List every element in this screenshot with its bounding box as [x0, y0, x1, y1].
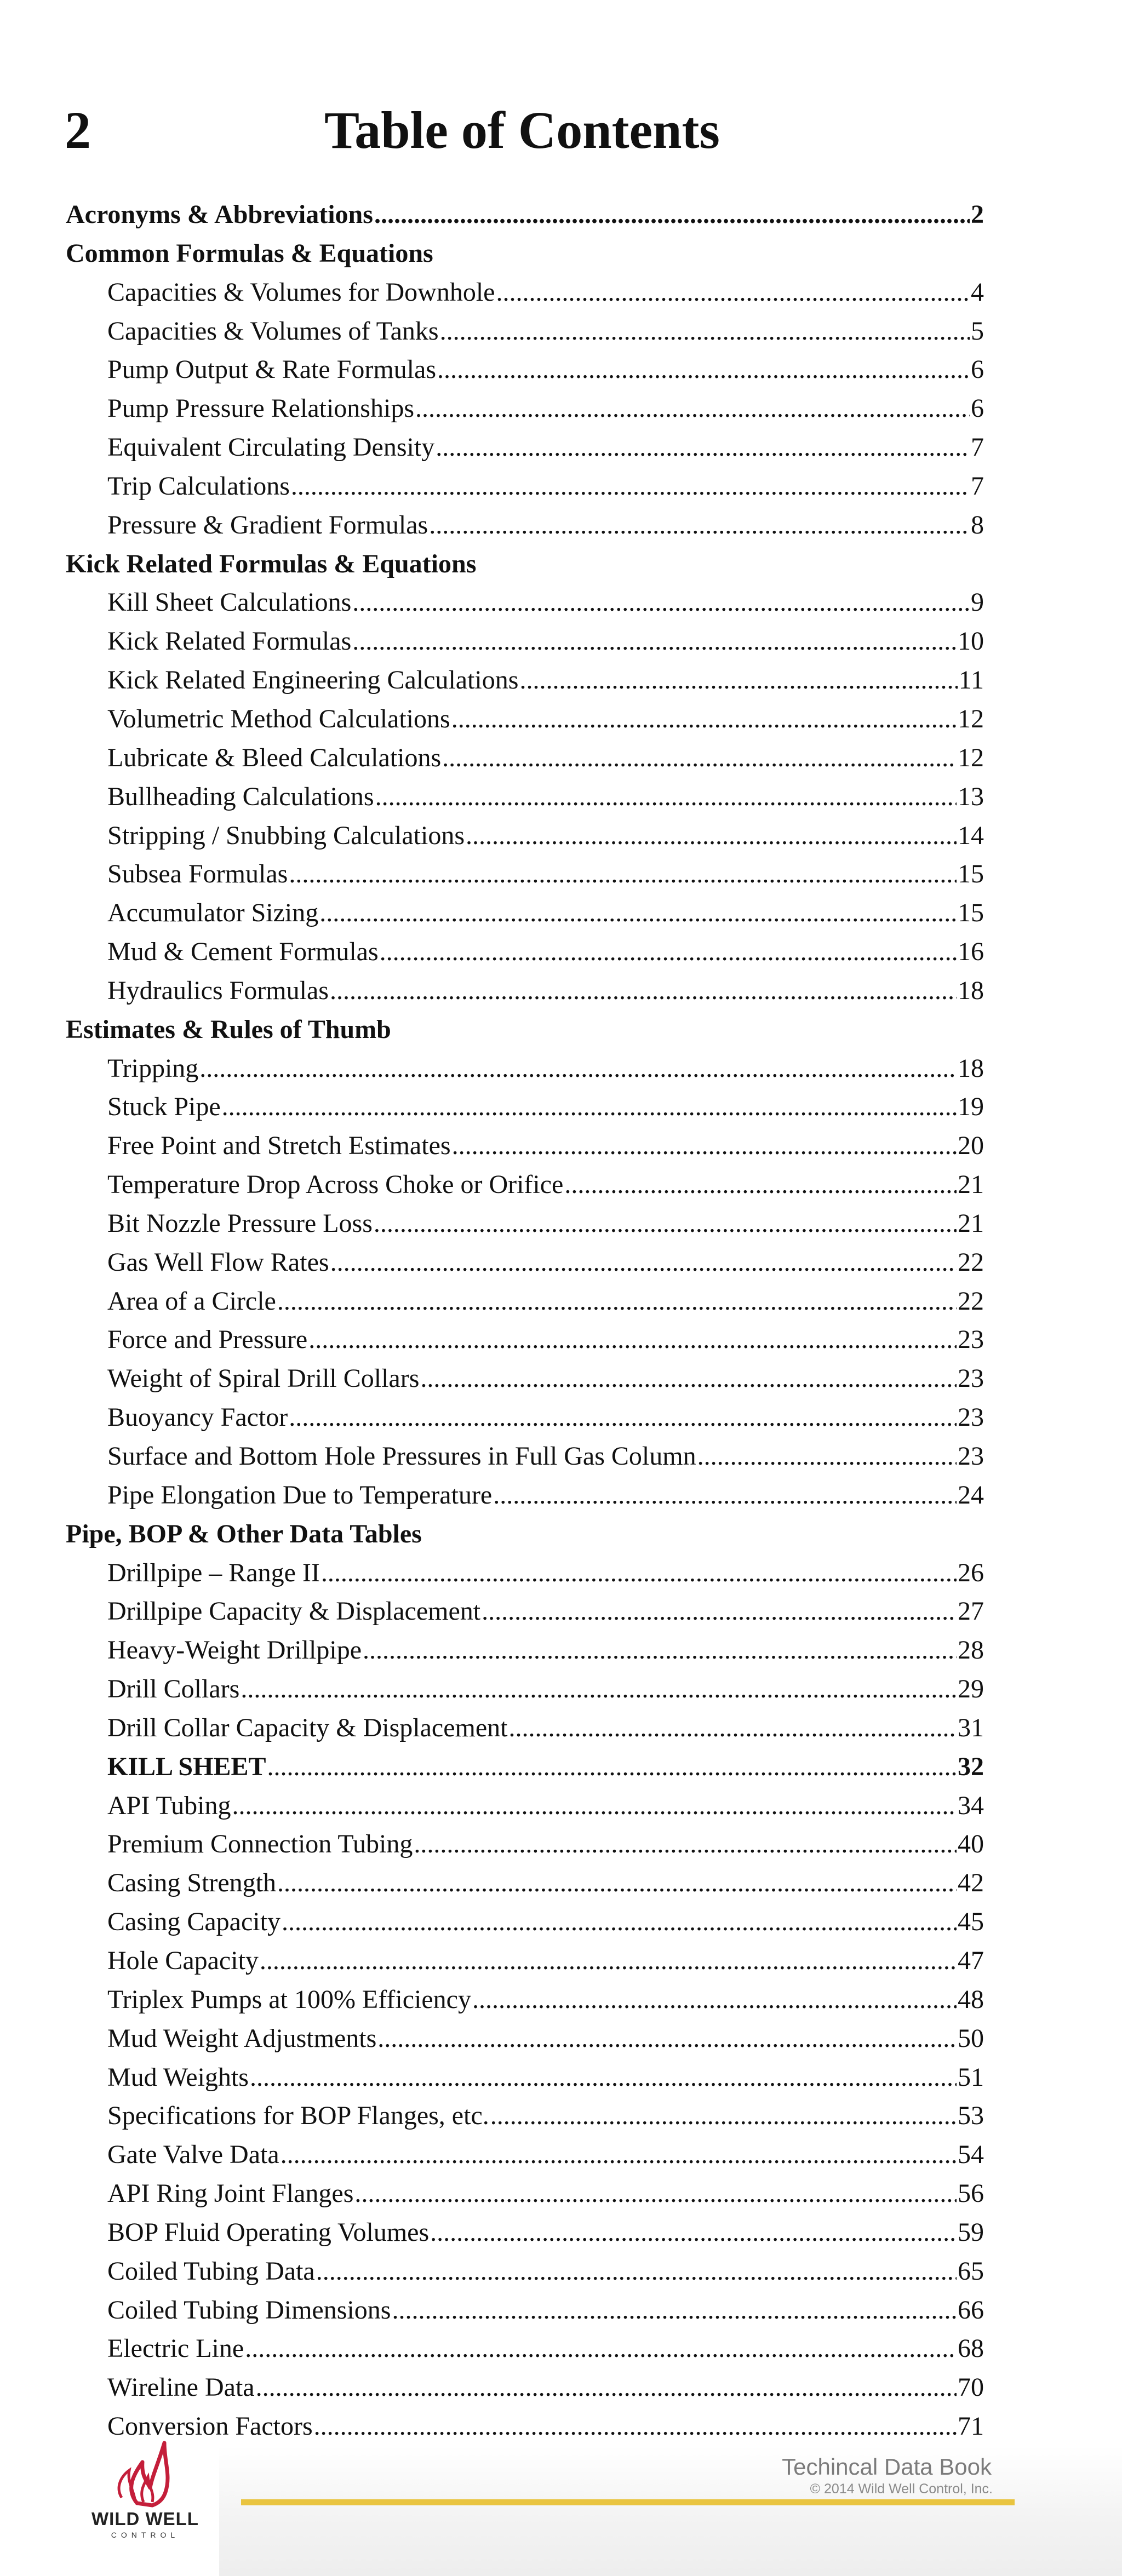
toc-page-number: 66	[958, 2295, 984, 2325]
toc-entry	[66, 894, 984, 933]
toc-entry	[66, 2291, 984, 2330]
toc-entry	[66, 1787, 984, 1826]
toc-entry	[66, 351, 984, 389]
page-footer	[0, 2426, 1122, 2576]
toc-entry-title: Estimates & Rules of Thumb	[66, 1014, 391, 1044]
dot-leader	[352, 583, 970, 622]
page-title: Table of Contents	[324, 101, 720, 159]
toc-entry	[66, 2175, 984, 2213]
toc-page-number: 51	[958, 2062, 984, 2092]
dot-leader	[496, 273, 970, 312]
toc-entry-title: Drill Collars	[107, 1674, 240, 1704]
dot-leader	[437, 351, 970, 389]
toc-entry	[66, 1631, 984, 1670]
toc-entry	[66, 428, 984, 467]
toc-entry-title: Accumulator Sizing	[107, 898, 319, 928]
toc-entry-title: Premium Connection Tubing	[107, 1829, 413, 1859]
dot-leader	[466, 817, 957, 856]
toc-entry-title: Heavy-Weight Drillpipe	[107, 1636, 362, 1665]
toc-entry	[66, 1321, 984, 1359]
dot-leader	[199, 1049, 957, 1088]
toc-page-number: 22	[958, 1247, 984, 1277]
toc-page-number: 6	[971, 394, 984, 423]
toc-entry	[66, 2213, 984, 2252]
toc-entry	[66, 583, 984, 622]
toc-entry	[66, 1903, 984, 1942]
toc-entry	[66, 506, 984, 545]
toc-entry-title: Electric Line	[107, 2334, 244, 2363]
toc-page-number: 68	[958, 2334, 984, 2363]
toc-entry	[66, 972, 984, 1011]
toc-section-heading	[66, 545, 984, 584]
toc-page-number: 54	[958, 2140, 984, 2170]
toc-entry-title: Coiled Tubing Dimensions	[107, 2295, 391, 2325]
dot-leader	[377, 2020, 957, 2058]
dot-leader	[330, 1243, 957, 1282]
toc-entry	[66, 933, 984, 972]
toc-entry-title: Buoyancy Factor	[107, 1403, 288, 1432]
toc-page-number: 12	[958, 743, 984, 772]
toc-entry-title: Subsea Formulas	[107, 859, 288, 889]
copyright-notice: © 2014 Wild Well Control, Inc.	[810, 2481, 993, 2497]
dot-leader	[472, 1981, 957, 2020]
dot-leader	[260, 1942, 957, 1981]
toc-entry-title: Hydraulics Formulas	[107, 976, 329, 1005]
toc-entry	[66, 467, 984, 506]
flame-logo-icon	[82, 2437, 208, 2509]
dot-leader	[277, 1282, 957, 1321]
toc-entry	[66, 1398, 984, 1437]
page-number: 2	[65, 101, 91, 159]
dot-leader	[564, 1166, 957, 1204]
toc-entry	[66, 1282, 984, 1321]
toc-entry-title: API Ring Joint Flanges	[107, 2179, 354, 2208]
toc-page-number: 23	[958, 1364, 984, 1393]
toc-entry-title: Kick Related Engineering Calculations	[107, 665, 519, 695]
toc-entry	[66, 1166, 984, 1204]
toc-entry-title: API Tubing	[107, 1791, 231, 1820]
toc-entry-title: Pipe Elongation Due to Temperature	[107, 1480, 493, 1510]
toc-entry	[66, 2252, 984, 2291]
dot-leader	[375, 778, 957, 817]
toc-entry	[66, 389, 984, 428]
toc-entry-title: Wireline Data	[107, 2373, 255, 2402]
toc-page-number: 12	[958, 704, 984, 733]
toc-page-number: 32	[958, 1752, 984, 1781]
toc-entry-title: Acronyms & Abbreviations	[66, 200, 373, 229]
toc-entry-title: Equivalent Circulating Density	[107, 433, 435, 462]
toc-page-number: 15	[958, 898, 984, 928]
dot-leader	[222, 1088, 957, 1127]
dot-leader	[308, 1321, 957, 1359]
toc-entry-title: Capacities & Volumes of Tanks	[107, 316, 439, 346]
dot-leader	[277, 1864, 957, 1903]
toc-entry-title: Gate Valve Data	[107, 2140, 279, 2170]
toc-entry	[66, 855, 984, 894]
dot-leader	[429, 506, 970, 545]
toc-page-number: 50	[958, 2023, 984, 2053]
toc-entry	[66, 1670, 984, 1709]
toc-page-number: 71	[958, 2412, 984, 2441]
dot-leader	[392, 2291, 957, 2330]
toc-entry-title: Pipe, BOP & Other Data Tables	[66, 1519, 422, 1548]
dot-leader	[330, 972, 957, 1011]
toc-entry	[66, 1049, 984, 1088]
toc-entry-title: Hole Capacity	[107, 1946, 259, 1975]
toc-entry	[66, 1204, 984, 1243]
toc-entry-title: Pressure & Gradient Formulas	[107, 510, 428, 540]
toc-page-number: 47	[958, 1946, 984, 1975]
toc-entry-title: Drill Collar Capacity & Displacement	[107, 1713, 508, 1742]
dot-leader	[241, 1670, 957, 1709]
logo-subtext: CONTROL	[111, 2531, 180, 2539]
toc-section-heading	[66, 1011, 984, 1049]
dot-leader	[319, 894, 957, 933]
toc-page-number: 6	[971, 355, 984, 385]
toc-entry	[66, 1437, 984, 1476]
toc-page-number: 9	[971, 588, 984, 617]
dot-leader	[451, 700, 957, 739]
toc-page-number: 56	[958, 2179, 984, 2208]
dot-leader	[436, 428, 970, 467]
toc-page-number: 10	[958, 627, 984, 656]
toc-entry-title: Triplex Pumps at 100% Efficiency	[107, 1984, 471, 2014]
toc-entry-title: Capacities & Volumes for Downhole	[107, 277, 495, 307]
toc-entry	[66, 1554, 984, 1593]
wild-well-control-logo	[82, 2437, 219, 2558]
dot-leader	[316, 2252, 957, 2291]
toc-entry-title: Free Point and Stretch Estimates	[107, 1131, 451, 1161]
toc-page-number: 2	[971, 200, 984, 229]
book-title: Techincal Data Book	[782, 2454, 992, 2480]
logo-text: WILD WELL	[91, 2509, 199, 2529]
toc-entry-title: Weight of Spiral Drill Collars	[107, 1364, 420, 1393]
toc-entry-title: Common Formulas & Equations	[66, 238, 433, 268]
toc-page-number: 23	[958, 1325, 984, 1355]
toc-entry-title: Stuck Pipe	[107, 1092, 221, 1122]
toc-entry	[66, 1981, 984, 2020]
toc-page-number: 18	[958, 976, 984, 1005]
dot-leader	[289, 1398, 957, 1437]
dot-leader	[490, 2097, 957, 2136]
toc-entry	[66, 273, 984, 312]
dot-leader	[442, 739, 957, 778]
dot-leader	[354, 2175, 957, 2213]
toc-page-number: 70	[958, 2373, 984, 2402]
toc-entry	[66, 1864, 984, 1903]
dot-leader	[519, 661, 957, 700]
toc-page-number: 21	[958, 1208, 984, 1238]
toc-page-number: 27	[958, 1597, 984, 1626]
toc-entry-title: Area of a Circle	[107, 1286, 276, 1316]
toc-entry-title: Lubricate & Bleed Calculations	[107, 743, 442, 772]
dot-leader	[282, 1903, 957, 1942]
dot-leader	[363, 1631, 957, 1670]
dot-leader	[415, 389, 970, 428]
toc-entry-title: Kick Related Formulas & Equations	[66, 549, 477, 578]
toc-entry-title: Stripping / Snubbing Calculations	[107, 821, 465, 850]
dot-leader	[697, 1437, 957, 1476]
toc-entry-title: Mud & Cement Formulas	[107, 937, 379, 967]
toc-entry	[66, 2058, 984, 2097]
toc-page-number: 8	[971, 510, 984, 540]
toc-page-number: 28	[958, 1636, 984, 1665]
toc-page-number: 40	[958, 1829, 984, 1859]
toc-entry	[66, 1709, 984, 1748]
toc-entry-title: Kill Sheet Calculations	[107, 588, 352, 617]
toc-entry-title: Surface and Bottom Hole Pressures in Full Gas Column	[107, 1442, 696, 1471]
dot-leader	[250, 2058, 957, 2097]
dot-leader	[321, 1554, 957, 1593]
toc-page-number: 21	[958, 1170, 984, 1200]
toc-page-number: 11	[958, 665, 984, 695]
toc-entry	[66, 312, 984, 351]
toc-page-number: 24	[958, 1480, 984, 1510]
dot-leader	[256, 2368, 957, 2407]
toc-entry	[66, 700, 984, 739]
toc-entry	[66, 2330, 984, 2368]
dot-leader	[482, 1592, 957, 1631]
toc-entry	[66, 1476, 984, 1515]
toc-entry	[66, 1127, 984, 1166]
toc-page-number: 26	[958, 1558, 984, 1587]
toc-entry-title: Conversion Factors	[107, 2412, 313, 2441]
toc-entry	[66, 661, 984, 700]
toc-page-number: 65	[958, 2256, 984, 2286]
toc-page-number: 53	[958, 2101, 984, 2131]
toc-entry	[66, 1942, 984, 1981]
dot-leader	[280, 2136, 957, 2175]
toc-entry-title: Volumetric Method Calculations	[107, 704, 450, 733]
dot-leader	[352, 622, 957, 661]
toc-page-number: 16	[958, 937, 984, 967]
toc-section-heading	[66, 196, 984, 234]
toc-page-number: 4	[971, 277, 984, 307]
dot-leader	[232, 1787, 957, 1826]
toc-entry	[66, 622, 984, 661]
toc-entry-title: Trip Calculations	[107, 471, 290, 501]
dot-leader	[452, 1127, 957, 1166]
toc-entry-title: Mud Weight Adjustments	[107, 2023, 377, 2053]
toc-entry	[66, 1825, 984, 1864]
toc-entry-title: Gas Well Flow Rates	[107, 1247, 329, 1277]
dot-leader	[267, 1748, 957, 1787]
toc-page-number: 18	[958, 1053, 984, 1083]
dot-leader	[374, 1204, 957, 1243]
toc-page-number: 20	[958, 1131, 984, 1161]
toc-entry-title: Temperature Drop Across Choke or Orifice	[107, 1170, 564, 1200]
toc-entry	[66, 2020, 984, 2058]
dot-leader	[420, 1359, 957, 1398]
toc-page-number: 15	[958, 859, 984, 889]
toc-entry-title: Drillpipe Capacity & Displacement	[107, 1597, 481, 1626]
toc-page-number: 7	[971, 433, 984, 462]
dot-leader	[414, 1825, 957, 1864]
dot-leader	[245, 2330, 957, 2368]
toc-entry-title: Drillpipe – Range II	[107, 1558, 320, 1587]
toc-section-heading	[66, 234, 984, 273]
dot-leader	[508, 1709, 957, 1748]
toc-entry-title: Casing Strength	[107, 1868, 276, 1898]
toc-entry-title: KILL SHEET	[107, 1752, 266, 1781]
toc-page-number: 29	[958, 1674, 984, 1704]
toc-entry	[66, 2097, 984, 2136]
toc-page-number: 7	[971, 471, 984, 501]
footer-accent-rule	[241, 2499, 1015, 2505]
toc-entry-title: BOP Fluid Operating Volumes	[107, 2217, 430, 2247]
toc-page-number: 23	[958, 1403, 984, 1432]
toc-page-number: 31	[958, 1713, 984, 1742]
toc-entry	[66, 1592, 984, 1631]
toc-section-heading	[66, 1515, 984, 1554]
toc-entry	[66, 1243, 984, 1282]
dot-leader	[430, 2213, 957, 2252]
toc-page-number: 48	[958, 1984, 984, 2014]
toc-page-number: 22	[958, 1286, 984, 1316]
dot-leader	[493, 1476, 957, 1515]
dot-leader	[380, 933, 957, 972]
toc-page-number: 5	[971, 316, 984, 346]
dot-leader	[289, 855, 957, 894]
toc-entry	[66, 1748, 984, 1787]
toc-entry-title: Coiled Tubing Data	[107, 2256, 315, 2286]
toc-entry	[66, 817, 984, 856]
toc-entry-title: Pump Output & Rate Formulas	[107, 355, 436, 385]
toc-entry-title: Bullheading Calculations	[107, 782, 374, 811]
toc-page-number: 45	[958, 1907, 984, 1937]
toc-entry-title: Force and Pressure	[107, 1325, 308, 1355]
toc-page-number: 13	[958, 782, 984, 811]
table-of-contents	[66, 196, 984, 2446]
toc-entry-title: Casing Capacity	[107, 1907, 280, 1937]
dot-leader	[374, 196, 970, 234]
toc-entry	[66, 2368, 984, 2407]
toc-page-number: 23	[958, 1442, 984, 1471]
toc-page-number: 34	[958, 1791, 984, 1820]
toc-entry-title: Kick Related Formulas	[107, 627, 352, 656]
toc-entry-title: Bit Nozzle Pressure Loss	[107, 1208, 373, 1238]
toc-entry	[66, 1359, 984, 1398]
toc-page-number: 14	[958, 821, 984, 850]
toc-entry-title: Mud Weights	[107, 2062, 249, 2092]
toc-page-number: 59	[958, 2217, 984, 2247]
toc-entry-title: Specifications for BOP Flanges, etc.	[107, 2101, 489, 2131]
toc-entry	[66, 2136, 984, 2175]
dot-leader	[440, 312, 970, 351]
toc-entry-title: Tripping	[107, 1053, 199, 1083]
toc-entry	[66, 778, 984, 817]
toc-entry-title: Pump Pressure Relationships	[107, 394, 414, 423]
toc-page-number: 19	[958, 1092, 984, 1122]
toc-entry	[66, 1088, 984, 1127]
toc-entry	[66, 739, 984, 778]
dot-leader	[291, 467, 970, 506]
toc-page-number: 42	[958, 1868, 984, 1898]
